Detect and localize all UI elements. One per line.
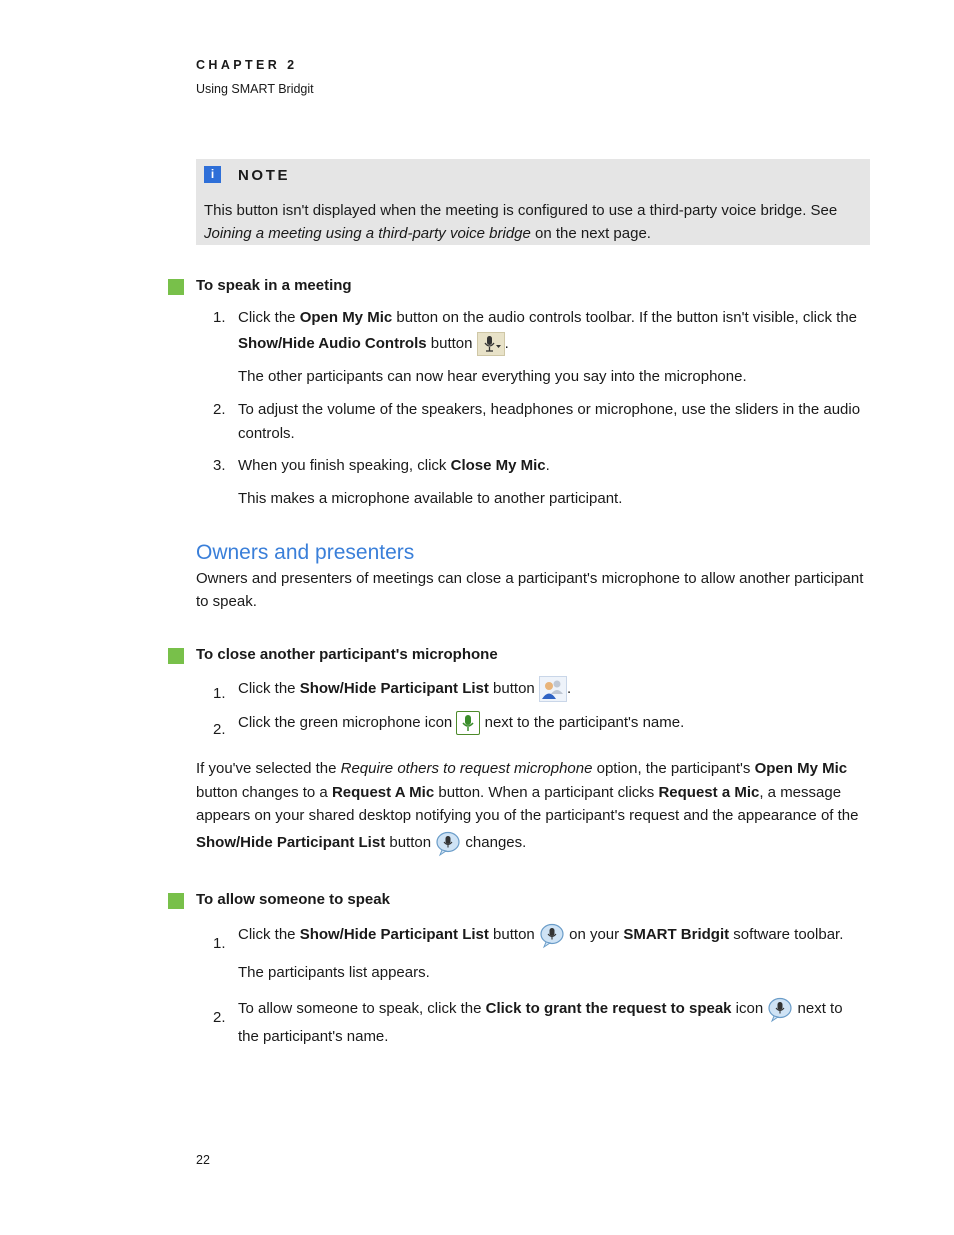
page-number: 22 — [196, 1153, 210, 1167]
note-title: NOTE — [238, 167, 291, 184]
open-my-mic-label: Open My Mic — [299, 309, 393, 326]
speak-step1-line2: Show/Hide Audio Controls button . — [238, 332, 509, 356]
procedure-title-speak: To speak in a meeting — [196, 277, 352, 294]
chapter-title: Using SMART Bridgit — [196, 82, 314, 96]
require-line3: appears on your shared desktop notifying you of the participant's request and the appearance of the — [196, 807, 859, 824]
note-text — [204, 199, 854, 245]
chapter-label: CHAPTER 2 — [196, 58, 298, 72]
participant-list-icon[interactable] — [539, 676, 567, 702]
allow-step1-line: Click the Show/Hide Participant List button on your SMART Bridgit software toolbar. — [238, 923, 843, 947]
procedure-bullet — [168, 648, 184, 664]
step-number: 2. — [213, 401, 226, 418]
step-number: 1. — [213, 685, 226, 702]
allow-step1-result: The participants list appears. — [238, 964, 430, 981]
show-hide-participant-list-label: Show/Hide Participant List — [299, 679, 489, 697]
procedure-bullet — [168, 893, 184, 909]
section-heading-owners: Owners and presenters — [196, 541, 415, 564]
speak-step2-line1: To adjust the volume of the speakers, headphones or microphone, use the sliders in the audio — [238, 401, 861, 418]
procedure-title-close-mic: To close another participant's microphone — [196, 646, 498, 663]
speak-step3-result: This makes a microphone available to another participant. — [238, 490, 623, 507]
note-line2-rest: on the next page. — [530, 225, 651, 242]
allow-step2-line1: To allow someone to speak, click the Click to grant the request to speak icon next to — [238, 997, 843, 1021]
owners-para-line1: Owners and presenters of meetings can close a participant's microphone to allow another participant — [196, 570, 864, 587]
request-mic-bubble-icon[interactable] — [435, 831, 461, 855]
request-mic-bubble-icon[interactable] — [539, 923, 565, 947]
speak-step3-line: When you finish speaking, click Close My Mic. — [238, 457, 550, 474]
require-line4: Show/Hide Participant List button changes. — [196, 831, 526, 855]
step-number: 1. — [213, 935, 226, 952]
show-hide-audio-controls-label: Show/Hide Audio Controls — [238, 334, 427, 352]
note-link-title: Joining a meeting using a third-party voice bridge — [204, 225, 531, 242]
info-icon: i — [204, 166, 221, 183]
speak-step1-line1: Click the Open My Mic button on the audio controls toolbar. If the button isn't visible, click the — [238, 309, 858, 326]
note-box — [196, 159, 870, 245]
step-number: 2. — [213, 1009, 226, 1026]
procedure-bullet — [168, 279, 184, 295]
require-line1: If you've selected the Require others to request microphone option, the participant's Open My Mic — [196, 760, 848, 777]
speak-step1-result: The other participants can now hear everything you say into the microphone. — [238, 368, 747, 385]
allow-step2-line2: the participant's name. — [238, 1028, 389, 1045]
request-mic-bubble-icon[interactable] — [767, 997, 793, 1021]
require-line2: button changes to a Request A Mic button. When a participant clicks Request a Mic, a message — [196, 784, 842, 801]
owners-para-line2: to speak. — [196, 593, 257, 610]
procedure-title-allow: To allow someone to speak — [196, 891, 390, 908]
require-option-name: Require others to request microphone — [340, 760, 593, 777]
green-microphone-icon[interactable] — [456, 711, 480, 735]
step-number: 3. — [213, 457, 226, 474]
step-number: 2. — [213, 721, 226, 738]
speak-step2-line2: controls. — [238, 425, 295, 442]
microphone-toolbar-icon[interactable] — [477, 332, 505, 356]
close-step1-line: Click the Show/Hide Participant List button . — [238, 676, 571, 702]
step-number: 1. — [213, 309, 226, 326]
close-my-mic-label: Close My Mic — [450, 457, 546, 474]
close-step2-line: Click the green microphone icon next to the participant's name. — [238, 711, 684, 735]
note-line1: This button isn't displayed when the meeting is configured to use a third-party voice bridge. See — [204, 202, 838, 219]
